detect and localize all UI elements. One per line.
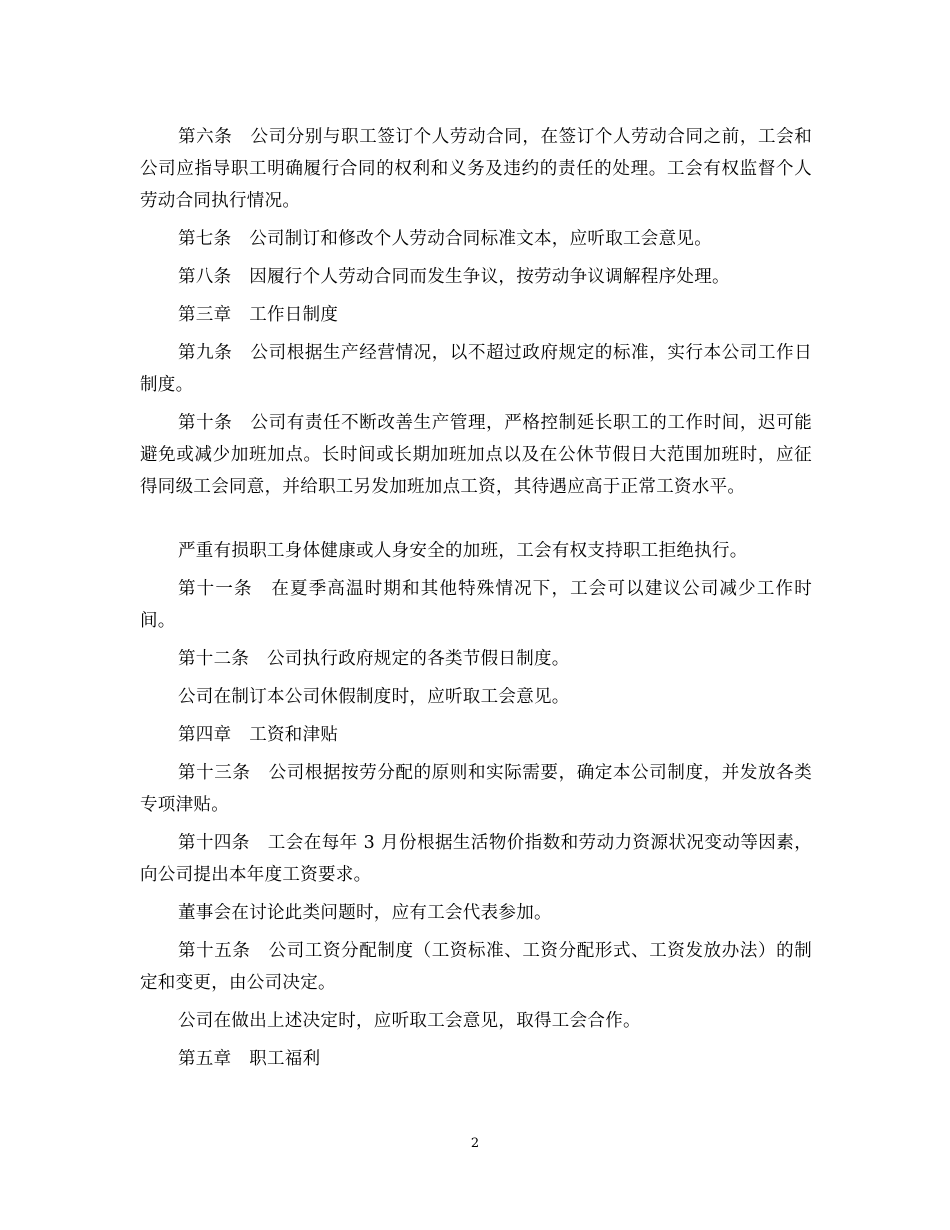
article-6: 第六条 公司分别与职工签订个人劳动合同，在签订个人劳动合同之前，工会和公司应指导职工明确履行合同的权利和义务及违约的责任的处理。工会有权监督个人劳动合同执行情况。: [140, 127, 812, 211]
article-12-supplement: 公司在制订本公司休假制度时，应听取工会意见。: [178, 687, 570, 707]
article-12: 第十二条 公司执行政府规定的各类节假日制度。: [178, 649, 570, 669]
chapter-4-heading: 第四章 工资和津贴: [178, 725, 339, 745]
article-13: 第十三条 公司根据按劳分配的原则和实际需要，确定本公司制度，并发放各类专项津贴。: [140, 763, 812, 815]
document-body: [140, 121, 812, 1081]
article-7: 第七条 公司制订和修改个人劳动合同标准文本，应听取工会意见。: [178, 229, 712, 249]
article-10-supplement: 严重有损职工身体健康或人身安全的加班，工会有权支持职工拒绝执行。: [178, 541, 748, 561]
chapter-5-heading: 第五章 职工福利: [178, 1049, 321, 1069]
article-15-supplement: 公司在做出上述决定时，应听取工会意见，取得工会合作。: [178, 1011, 641, 1031]
article-14-supplement: 董事会在讨论此类问题时，应有工会代表参加。: [178, 903, 552, 923]
article-10: 第十条 公司有责任不断改善生产管理，严格控制延长职工的工作时间，迟可能避免或减少加班加点。长时间或长期加班加点以及在公休节假日大范围加班时，应征得同级工会同意，并给职工另发加班加点工资，其待遇应高于正常工资水平。: [140, 413, 812, 497]
chapter-3-heading: 第三章 工作日制度: [178, 305, 339, 325]
page-number: 2: [470, 1136, 480, 1151]
article-11: 第十一条 在夏季高温时期和其他特殊情况下，工会可以建议公司减少工作时间。: [140, 579, 812, 631]
article-8: 第八条 因履行个人劳动合同而发生争议，按劳动争议调解程序处理。: [178, 267, 730, 287]
article-9: 第九条 公司根据生产经营情况，以不超过政府规定的标准，实行本公司工作日制度。: [140, 343, 812, 395]
article-15: 第十五条 公司工资分配制度（工资标准、工资分配形式、工资发放办法）的制定和变更，由公司决定。: [140, 941, 812, 993]
article-14: 第十四条 工会在每年 3 月份根据生活物价指数和劳动力资源状况变动等因素，向公司提出本年度工资要求。: [140, 833, 812, 885]
